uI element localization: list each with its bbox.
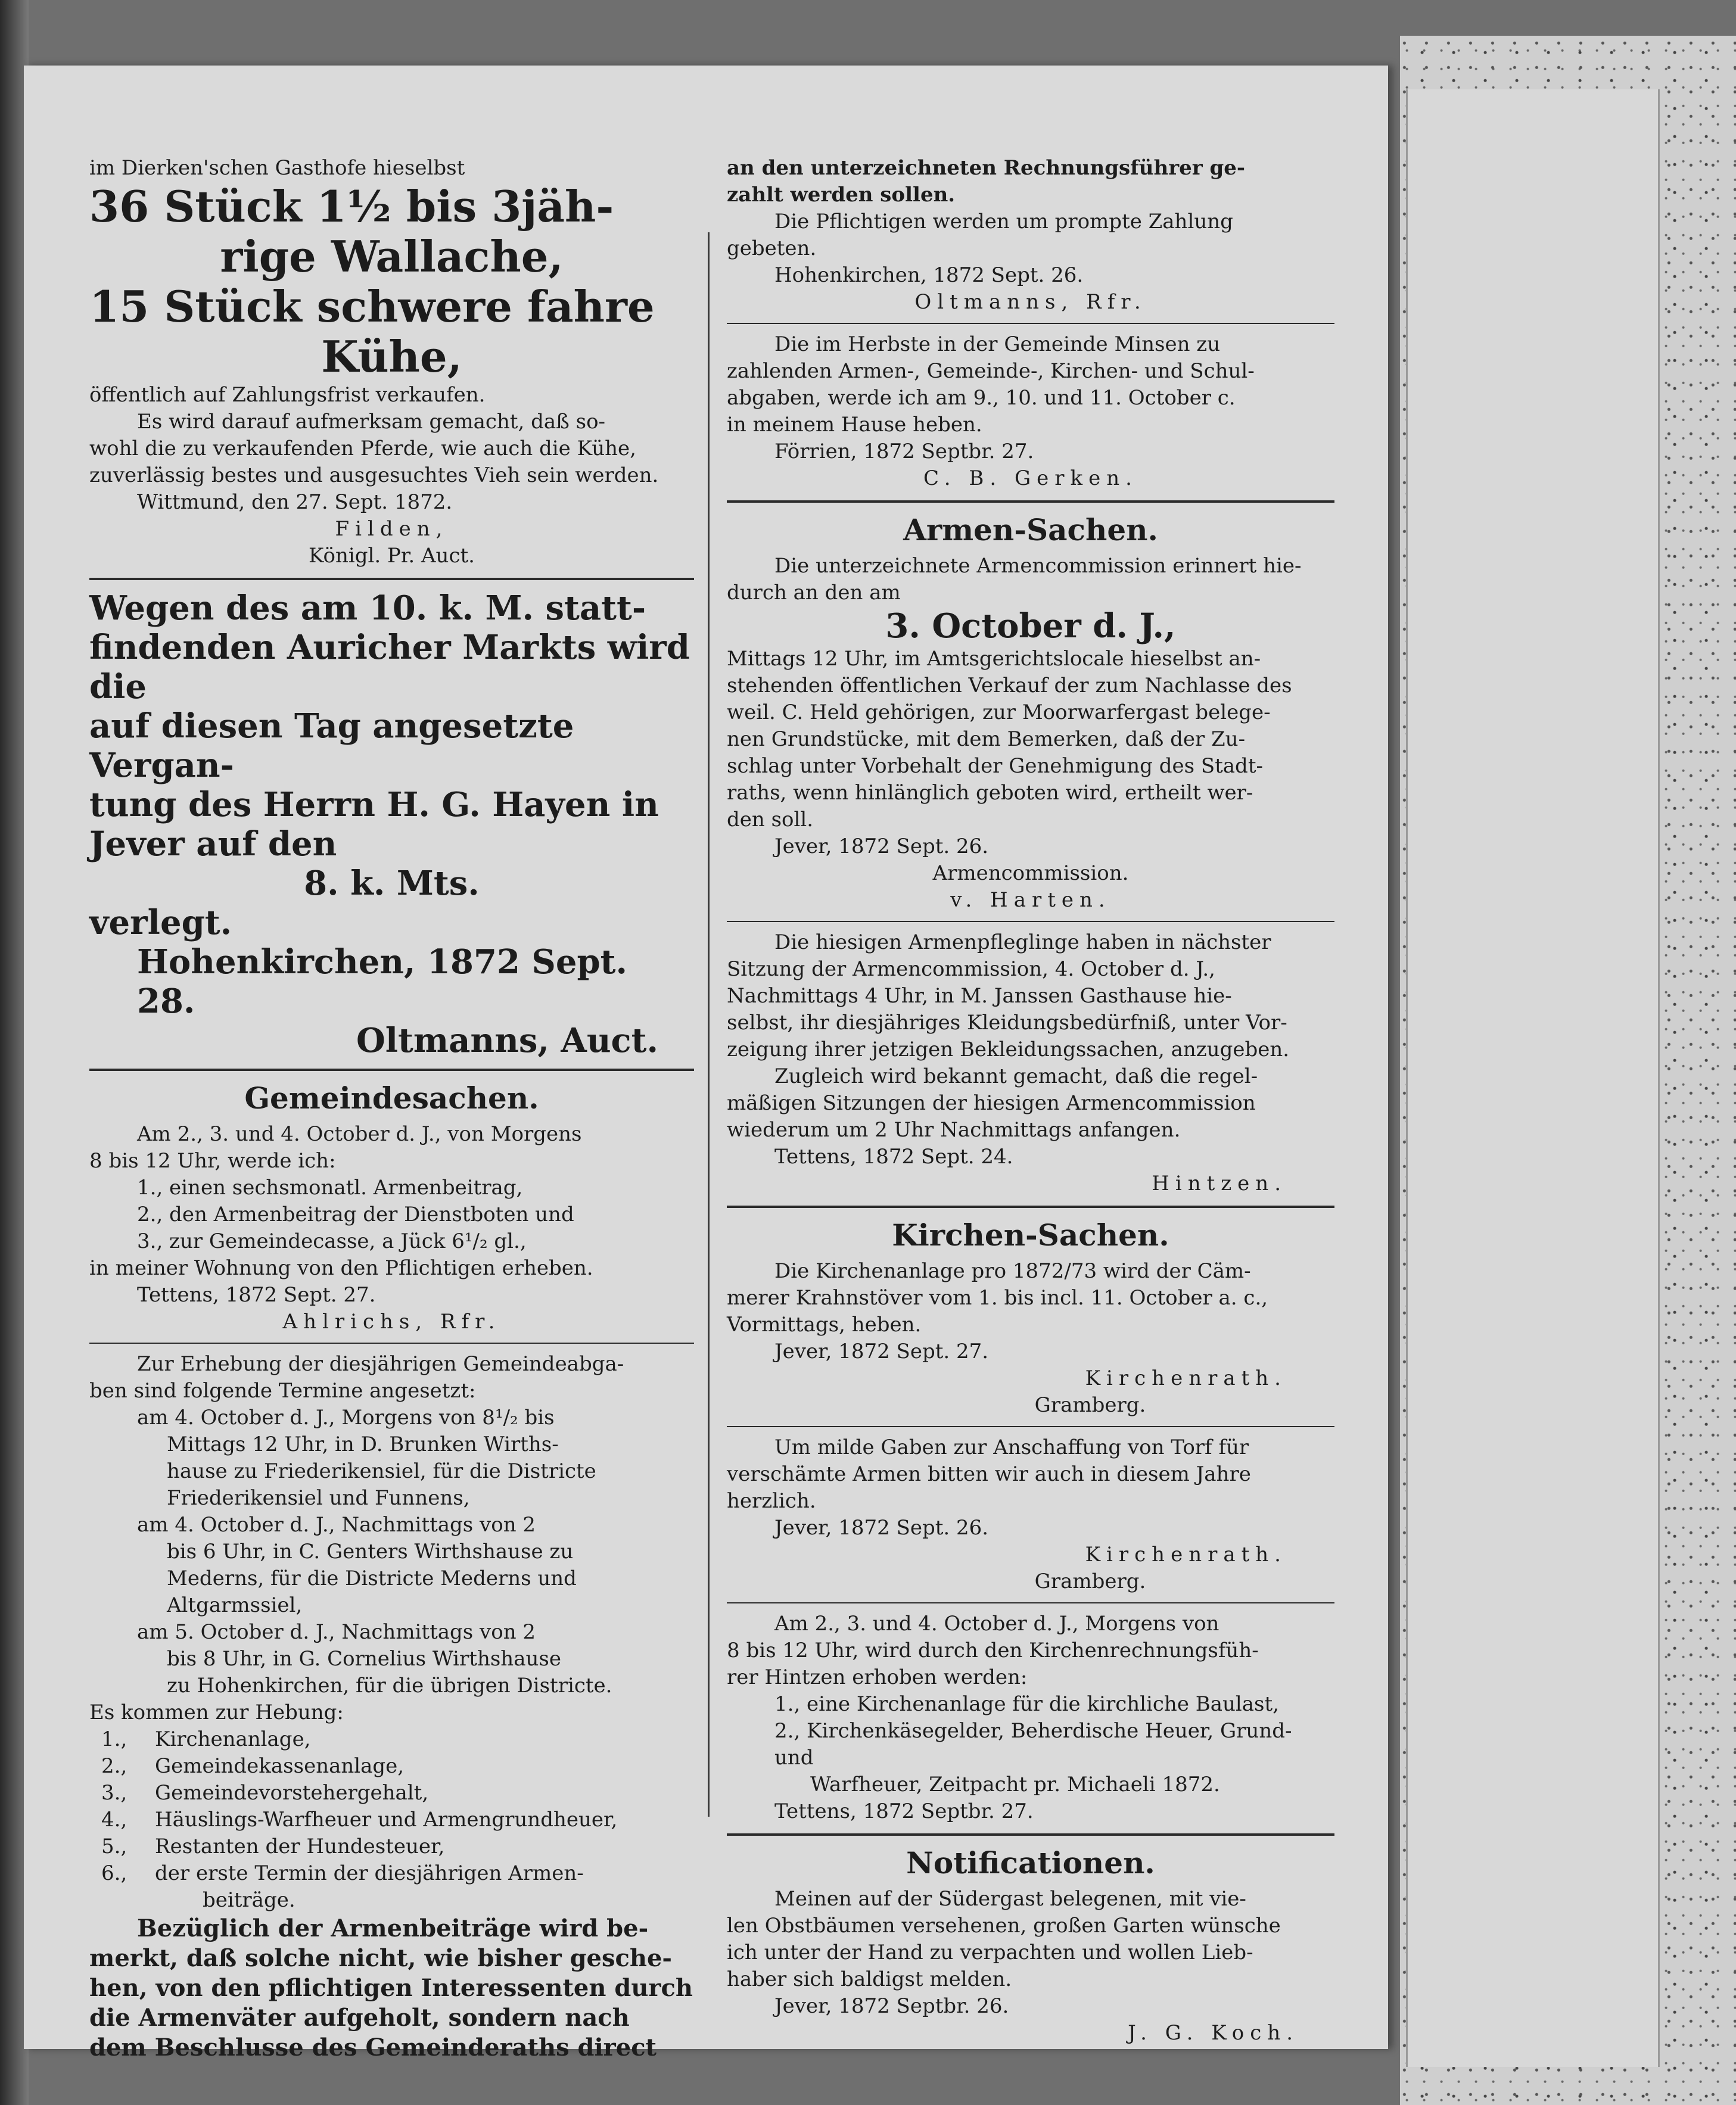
text-line: Vormittags, heben. xyxy=(727,1313,922,1337)
section-rule xyxy=(89,1343,694,1344)
text-line: in meiner Wohnung von den Pflichtigen erheben. xyxy=(89,1256,593,1280)
dateline: Wittmund, den 27. Sept. 1872. xyxy=(137,490,453,514)
section-rule xyxy=(727,1206,1334,1208)
text-line: Die Kirchenanlage pro 1872/73 wird der Cäm- xyxy=(774,1259,1251,1283)
list-item: 1., eine Kirchenanlage für die kirchliche Baulast, xyxy=(774,1692,1279,1716)
section-heading: Armen-Sachen. xyxy=(903,512,1158,547)
bold-line: dem Beschlusse des Gemeinderaths direct xyxy=(89,2034,657,2062)
dateline: Hohenkirchen, 1872 Sept. 28. xyxy=(137,942,627,1021)
notice-line: Wegen des am 10. k. M. statt- xyxy=(89,588,646,628)
text-line: Am 2., 3. und 4. October d. J., Morgens von xyxy=(774,1612,1219,1636)
text-line: am 5. October d. J., Nachmittags von 2 xyxy=(137,1620,536,1644)
text-line: rer Hintzen erhoben werden: xyxy=(727,1665,1028,1689)
text-line: stehenden öffentlichen Verkauf der zum Nachlasse des xyxy=(727,674,1292,697)
notice-line: verlegt. xyxy=(89,903,232,942)
signature-title: Königl. Pr. Auct. xyxy=(309,544,475,568)
bold-line: hen, von den pflichtigen Interessenten durch xyxy=(89,1974,693,2002)
dateline: Jever, 1872 Septbr. 26. xyxy=(774,1994,1009,2018)
list-item: 2., Kirchenkäsegelder, Beherdische Heuer, Grund- und xyxy=(774,1719,1292,1770)
list-number: 3., xyxy=(101,1781,127,1805)
text-line: Zur Erhebung der diesjährigen Gemeindeabga- xyxy=(137,1352,624,1376)
ad-headline: rige Wallache, xyxy=(220,231,564,282)
text-line: in meinem Hause heben. xyxy=(727,413,982,437)
bold-line: merkt, daß solche nicht, wie bisher gesche- xyxy=(89,1944,672,1972)
notice-line: auf diesen Tag angesetzte Vergan- xyxy=(89,706,574,785)
section-rule xyxy=(89,1069,694,1071)
text-line: öffentlich auf Zahlungsfrist verkaufen. xyxy=(89,383,486,407)
text-line: zu Hohenkirchen, für die übrigen Districte. xyxy=(167,1674,612,1698)
text-line: Um milde Gaben zur Anschaffung von Torf für xyxy=(774,1435,1249,1459)
bold-line: Bezüglich der Armenbeiträge wird be- xyxy=(137,1914,649,1942)
section-rule xyxy=(727,921,1334,922)
dateline: Tettens, 1872 Sept. 24. xyxy=(774,1145,1013,1169)
list-item: 2., den Armenbeitrag der Dienstboten und xyxy=(137,1203,574,1226)
text-line: selbst, ihr diesjähriges Kleidungsbedürfniß, unter Vor- xyxy=(727,1011,1287,1035)
text-line: durch an den am xyxy=(727,581,901,605)
text-line: Die Pflichtigen werden um prompte Zahlung xyxy=(774,210,1233,233)
text-line: hause zu Friederikensiel, für die Districte xyxy=(167,1459,596,1483)
section-rule xyxy=(727,323,1334,324)
text-line: am 4. October d. J., Nachmittags von 2 xyxy=(137,1513,536,1537)
text-line: zeigung ihrer jetzigen Bekleidungssachen, anzugeben. xyxy=(727,1038,1290,1061)
left-column xyxy=(89,155,694,2063)
text-line: schlag unter Vorbehalt der Genehmigung des Stadt- xyxy=(727,754,1263,778)
bold-line: an den unterzeichneten Rechnungsführer ge- xyxy=(727,156,1246,180)
section-rule xyxy=(727,500,1334,503)
ad-headline: Kühe, xyxy=(321,331,462,382)
dateline: Hohenkirchen, 1872 Sept. 26. xyxy=(774,263,1084,287)
text-line: mäßigen Sitzungen der hiesigen Armencommission xyxy=(727,1091,1256,1115)
list-item xyxy=(89,1860,694,1887)
text-line: ben sind folgende Termine angesetzt: xyxy=(89,1379,476,1403)
text-line: wohl die zu verkaufenden Pferde, wie auch die Kühe, xyxy=(89,437,636,460)
section-heading: Gemeindesachen. xyxy=(244,1080,539,1116)
text-line: im Dierken'schen Gasthofe hieselbst xyxy=(89,156,465,180)
text-line: len Obstbäumen versehenen, großen Garten wünsche xyxy=(727,1914,1281,1938)
signature: Oltmanns, Rfr. xyxy=(914,290,1147,314)
book-cover-face xyxy=(1406,89,1660,2067)
text-line: Es wird darauf aufmerksam gemacht, daß so- xyxy=(137,410,606,434)
text-line: am 4. October d. J., Morgens von 8¹/₂ bis xyxy=(137,1406,555,1430)
list-number: 2., xyxy=(101,1754,127,1778)
text-line: Die hiesigen Armenpfleglinge haben in nächster xyxy=(774,930,1271,954)
notice-line: tung des Herrn H. G. Hayen in xyxy=(89,785,659,824)
text-line: Am 2., 3. und 4. October d. J., von Morgens xyxy=(137,1122,582,1146)
signature: C. B. Gerken. xyxy=(923,466,1138,490)
text-line: raths, wenn hinlänglich geboten wird, ertheilt wer- xyxy=(727,781,1253,805)
signature: Kirchenrath. xyxy=(1085,1543,1287,1567)
list-number: 1., xyxy=(101,1727,127,1751)
dateline: Jever, 1872 Sept. 26. xyxy=(774,1516,989,1540)
text-line: Altgarmssiel, xyxy=(167,1593,303,1617)
section-heading: Notificationen. xyxy=(906,1845,1155,1880)
text-line: 8 bis 12 Uhr, werde ich: xyxy=(89,1149,336,1173)
ad-headline: 15 Stück schwere fahre xyxy=(89,281,655,332)
list-item: 1., einen sechsmonatl. Armenbeitrag, xyxy=(137,1176,523,1200)
list-item: 3., zur Gemeindecasse, a Jück 6¹/₂ gl., xyxy=(137,1229,527,1253)
text-line: haber sich baldigst melden. xyxy=(727,1967,1012,1991)
signature: Gramberg. xyxy=(1034,1570,1146,1593)
text-line: den soll. xyxy=(727,808,814,832)
text-line: Es kommen zur Hebung: xyxy=(89,1701,344,1724)
section-rule xyxy=(727,1426,1334,1427)
signature: v. Harten. xyxy=(950,888,1111,912)
ad-headline: 36 Stück 1½ bis 3jäh- xyxy=(89,181,614,232)
section-heading: Kirchen-Sachen. xyxy=(892,1217,1169,1253)
list-number: 4., xyxy=(101,1808,127,1832)
signature: Kirchenrath. xyxy=(1085,1366,1287,1390)
text-line: Meinen auf der Südergast belegenen, mit vie- xyxy=(774,1887,1246,1911)
text-line: Zugleich wird bekannt gemacht, daß die regel- xyxy=(774,1064,1258,1088)
signature: Filden, xyxy=(335,517,449,541)
list-text: der erste Termin der diesjährigen Armen- xyxy=(155,1861,584,1885)
list-text: Gemeindevorstehergehalt, xyxy=(155,1781,429,1805)
signature: Ahlrichs, Rfr. xyxy=(282,1310,501,1334)
list-text: Gemeindekassenanlage, xyxy=(155,1754,405,1778)
right-column xyxy=(727,155,1334,2047)
text-line: Die im Herbste in der Gemeinde Minsen zu xyxy=(774,332,1221,356)
notice-line: findenden Auricher Markts wird die xyxy=(89,628,690,706)
column-divider xyxy=(708,232,710,1817)
text-line: merer Krahnstöver vom 1. bis incl. 11. October a. c., xyxy=(727,1286,1268,1310)
text-line: zuverlässig bestes und ausgesuchtes Vieh sein werden. xyxy=(89,463,659,487)
notice-date: 3. October d. J., xyxy=(885,606,1176,646)
signature: Gramberg. xyxy=(1034,1393,1146,1417)
text-line: beiträge. xyxy=(203,1888,295,1912)
list-item xyxy=(89,1753,694,1780)
list-item xyxy=(89,1833,694,1860)
bold-line: die Armenväter aufgeholt, sondern nach xyxy=(89,2004,630,2032)
dateline: Jever, 1872 Sept. 26. xyxy=(774,834,989,858)
text-line: Friederikensiel und Funnens, xyxy=(167,1486,470,1510)
list-item xyxy=(89,1780,694,1807)
newspaper-page xyxy=(24,66,1388,2062)
text-line: Mittags 12 Uhr, im Amtsgerichtslocale hieselbst an- xyxy=(727,647,1261,671)
text-line: bis 6 Uhr, in C. Genters Wirthshause zu xyxy=(167,1540,574,1564)
text-line: Nachmittags 4 Uhr, in M. Janssen Gasthause hie- xyxy=(727,984,1232,1008)
list-item xyxy=(89,1807,694,1833)
text-line: zahlenden Armen-, Gemeinde-, Kirchen- und Schul- xyxy=(727,359,1255,383)
list-number: 5., xyxy=(101,1835,127,1858)
text-line: weil. C. Held gehörigen, zur Moorwarfergast belege- xyxy=(727,700,1271,724)
levy-list xyxy=(89,1726,694,1887)
notice-date: 8. k. Mts. xyxy=(304,864,480,903)
text-line: Mederns, für die Districte Mederns und xyxy=(167,1567,577,1590)
text-line: ich unter der Hand zu verpachten und wollen Lieb- xyxy=(727,1941,1253,1964)
list-item xyxy=(89,1726,694,1753)
list-text: Kirchenanlage, xyxy=(155,1727,311,1751)
signature-title: Armencommission. xyxy=(932,861,1129,885)
bold-line: zahlt werden sollen. xyxy=(727,183,956,207)
dateline: Tettens, 1872 Sept. 27. xyxy=(137,1283,376,1307)
list-item: Warfheuer, Zeitpacht pr. Michaeli 1872. xyxy=(810,1773,1220,1796)
text-line: 8 bis 12 Uhr, wird durch den Kirchenrechnungsfüh- xyxy=(727,1639,1259,1662)
list-text: Häuslings-Warfheuer und Armengrundheuer, xyxy=(155,1808,618,1832)
dateline: Tettens, 1872 Septbr. 27. xyxy=(774,1799,1034,1823)
text-line: Sitzung der Armencommission, 4. October d. J., xyxy=(727,957,1215,981)
dateline: Jever, 1872 Sept. 27. xyxy=(774,1340,989,1363)
signature: J. G. Koch. xyxy=(1128,2021,1299,2045)
text-line: verschämte Armen bitten wir auch in diesem Jahre xyxy=(727,1462,1251,1486)
text-line: wiederum um 2 Uhr Nachmittags anfangen. xyxy=(727,1118,1181,1142)
text-line: nen Grundstücke, mit dem Bemerken, daß der Zu- xyxy=(727,727,1246,751)
notice-line: Jever auf den xyxy=(89,824,337,864)
signature: Hintzen. xyxy=(1152,1172,1287,1195)
section-rule xyxy=(727,1833,1334,1836)
section-rule xyxy=(89,578,694,580)
text-line: gebeten. xyxy=(727,236,817,260)
text-line: herzlich. xyxy=(727,1489,816,1513)
text-line: Mittags 12 Uhr, in D. Brunken Wirths- xyxy=(167,1433,559,1456)
section-rule xyxy=(727,1602,1334,1603)
dateline: Förrien, 1872 Septbr. 27. xyxy=(774,440,1034,463)
text-line: Die unterzeichnete Armencommission erinnert hie- xyxy=(774,554,1302,578)
list-text: Restanten der Hundesteuer, xyxy=(155,1835,445,1858)
text-line: bis 8 Uhr, in G. Cornelius Wirthshause xyxy=(167,1647,561,1671)
text-line: abgaben, werde ich am 9., 10. und 11. October c. xyxy=(727,386,1236,410)
list-number: 6., xyxy=(101,1861,127,1885)
signature: Oltmanns, Auct. xyxy=(356,1021,658,1060)
